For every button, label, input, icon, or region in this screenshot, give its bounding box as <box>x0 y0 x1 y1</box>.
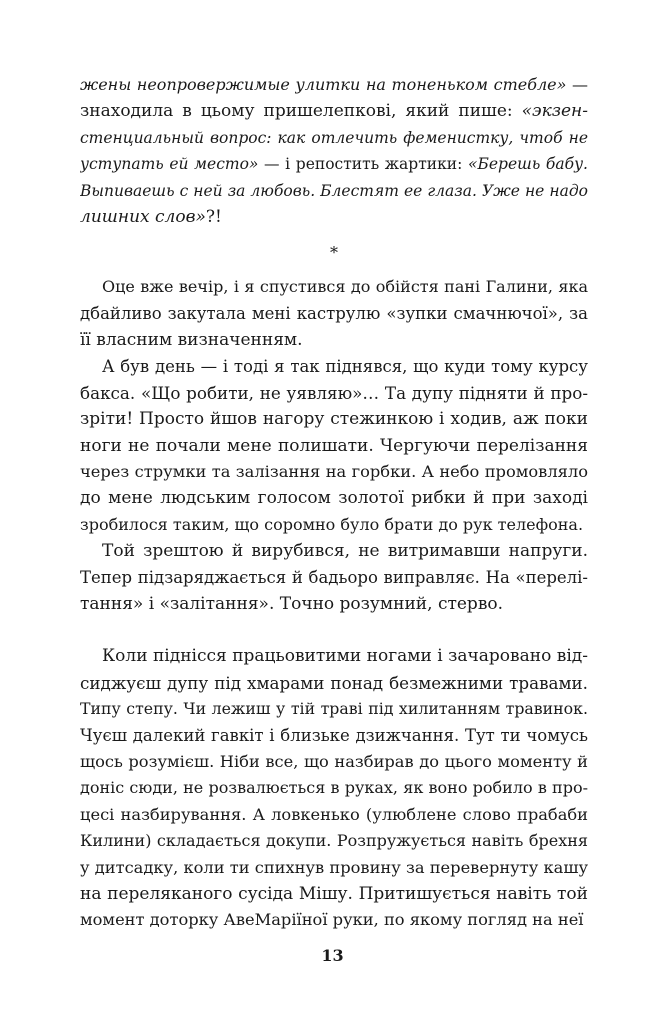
paragraph-phone <box>80 538 588 617</box>
text-line <box>80 178 588 204</box>
text-line: у дитсадку, коли ти спихнув провину за перевернуту кашу <box>80 857 588 877</box>
italic-quote-text: «экзен- <box>521 101 588 122</box>
book-page <box>80 72 588 934</box>
paragraph-gap <box>80 617 588 643</box>
page-number: 13 <box>321 946 344 965</box>
text-line: бакса. «Що робити, не уявляю»… Та дупу підняти й про- <box>80 382 588 403</box>
text-line: Чуєш далекий гавкіт і близьке дзижчання. Тут ти чомусь <box>80 725 588 745</box>
quote-paragraph <box>80 72 588 230</box>
text-line: сиджуєш дупу під хмарами понад безмежними травами. <box>80 672 588 693</box>
text-line <box>80 151 588 177</box>
text-line <box>80 72 588 98</box>
text-line: через струмки та залізання на горбки. А небо промовляло <box>80 462 588 482</box>
section-separator: * <box>330 243 338 263</box>
paragraph-day <box>80 354 588 539</box>
italic-quote-text: Выпиваешь с ней за любовь. Блестят ее глаза. Уже не надо <box>80 181 588 200</box>
text-line: Тепер підзаряджається й бадьоро виправляє. На «перелі- <box>80 567 588 587</box>
text-line: тання» і «залітання». Точно розумний, стерво. <box>80 594 504 615</box>
text-line: на переляканого сусіда Мішу. Притишується навіть той <box>80 883 588 904</box>
text-line: цесі назбирування. А ловкенько (улюблене слово прабаби <box>80 804 588 824</box>
text-line: дбайливо закутала мені каструлю «зупки смачнючої», за <box>80 303 588 323</box>
text-line: до мене людським голосом золотої рибки й при заході <box>80 488 588 509</box>
italic-quote-text: стенциальный вопрос: как отлечить феменистку, чтоб не <box>80 128 588 147</box>
text-line <box>80 98 588 124</box>
text-line: Типу степу. Чи лежиш у тій траві під хилитанням травинок. <box>80 699 588 719</box>
text-segment: ?! <box>205 206 222 227</box>
text-line: Той зрештою й вирубився, не витримавши напруги. <box>102 541 588 562</box>
text-line: ноги не почали мене полишати. Чергуючи перелізання <box>80 435 588 456</box>
text-line: Килини) складається докупи. Розпружується навіть брехня <box>80 831 588 851</box>
italic-quote-text: лишних слов» <box>80 206 206 227</box>
text-line: Коли піднісся працьовитими ногами і зачаровано від- <box>102 646 588 667</box>
italic-quote-text: жены неопровержимые улитки на тоненьком стебле» <box>80 75 567 94</box>
text-line: її власним визначенням. <box>80 330 303 351</box>
text-segment: — <box>566 75 588 94</box>
italic-quote-text: уступать ей место» <box>80 155 259 174</box>
paragraph-evening <box>80 274 588 353</box>
text-segment: — і репостить жартики: <box>258 155 468 174</box>
text-line: момент дотоpку АвеМаріїної руки, по якому погляд на неї <box>80 910 584 930</box>
text-line: зробилося таким, що соромно було брати до рук телефона. <box>80 514 584 534</box>
text-line: Оце вже вечір, і я спустився до обійстя пані Галини, яка <box>102 277 588 297</box>
text-line: зріти! Просто йшов нагору стежинкою і ходив, аж поки <box>80 409 588 430</box>
text-line <box>80 125 588 151</box>
text-segment: знаходила в цьому пришелепкові, який пише: <box>80 101 522 122</box>
text-line: щось розумієш. Ніби все, що назбирав до цього моменту й <box>80 751 588 771</box>
paragraph-meadow <box>80 643 588 933</box>
text-line <box>80 204 588 230</box>
text-line: доніс сюди, не розвалюється в руках, як воно робило в про- <box>80 778 588 798</box>
italic-quote-text: «Берешь бабу. <box>468 155 588 174</box>
text-line: А був день — і тоді я так піднявся, що куди тому курсу <box>102 356 588 376</box>
